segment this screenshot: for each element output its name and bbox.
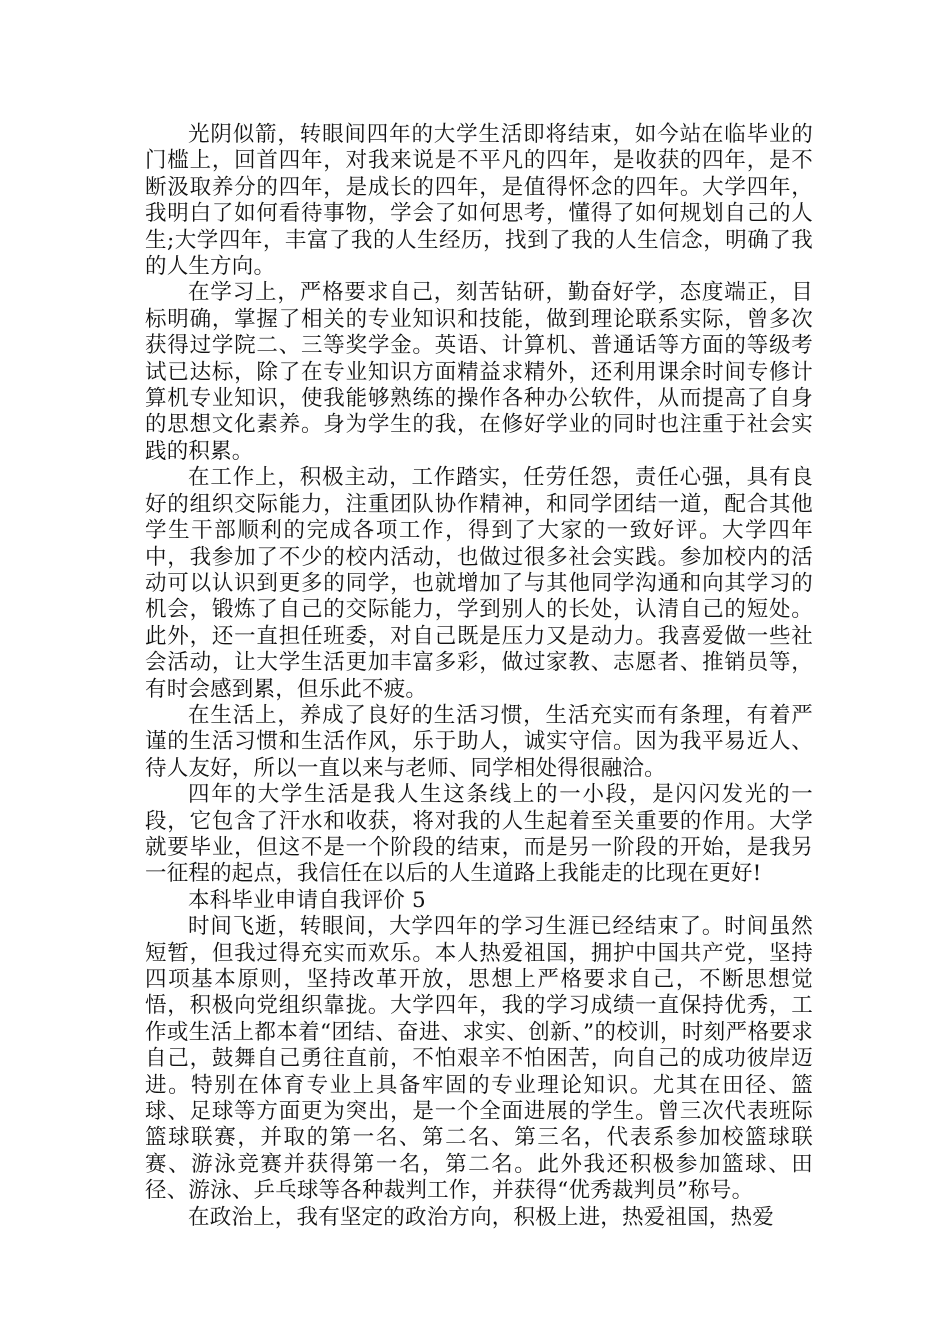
document-body	[145, 122, 813, 1231]
section-title: 本科毕业申请自我评价 5	[188, 887, 426, 913]
paragraph-farewell: 光阴似箭，转眼间四年的大学生活即将结束，如今站在临毕业的门槛上，回首四年，对我来说是不平凡的四年，是收获的四年，是不断汲取养分的四年，是成长的四年，是值得怀念的四年。大学四年，我明白了如何看待事物，学会了如何思考，懂得了如何规划自己的人生;大学四年，丰富了我的人生经历，找到了我的人生信念，明确了我的人生方向。	[145, 122, 813, 280]
paragraph-conclusion: 四年的大学生活是我人生这条线上的一小段，是闪闪发光的一段，它包含了汗水和收获，将对我的人生起着至关重要的作用。大学就要毕业，但这不是一个阶段的结束，而是另一阶段的开始，是我另一征程的起点，我信任在以后的人生道路上我能走的比现在更好!	[145, 782, 813, 887]
paragraph-life: 在生活上，养成了良好的生活习惯，生活充实而有条理，有着严谨的生活习惯和生活作风，乐于助人，诚实守信。因为我平易近人、待人友好，所以一直以来与老师、同学相处得很融洽。	[145, 702, 813, 781]
paragraph-section-intro: 时间飞逝，转眼间，大学四年的学习生涯已经结束了。时间虽然短暂，但我过得充实而欢乐。本人热爱祖国，拥护中国共产党，坚持四项基本原则，坚持改革开放，思想上严格要求自己，不断思想觉悟，积极向党组织靠拢。大学四年，我的学习成绩一直保持优秀，工作或生活上都本着“团结、奋进、求实、创新、”的校训，时刻严格要求自己，鼓舞自己勇往直前，不怕艰辛不怕困苦，向自己的成功彼岸迈进。特别在体育专业上具备牢固的专业理论知识。尤其在田径、篮球、足球等方面更为突出，是一个全面进展的学生。曾三次代表班际篮球联赛，并取的第一名、第二名、第三名，代表系参加校篮球联赛、游泳竞赛并获得第一名，第二名。此外我还积极参加篮球、田径、游泳、乒乓球等各种裁判工作，并获得“优秀裁判员”称号。	[145, 914, 813, 1204]
paragraph-politics: 在政治上，我有坚定的政治方向，积极上进，热爱祖国，热爱	[188, 1204, 774, 1230]
paragraph-work: 在工作上，积极主动，工作踏实，任劳任怨，责任心强，具有良好的组织交际能力，注重团队协作精神，和同学团结一道，配合其他学生干部顺利的完成各项工作，得到了大家的一致好评。大学四年中，我参加了不少的校内活动，也做过很多社会实践。参加校内的活动可以认识到更多的同学，也就增加了与其他同学沟通和向其学习的机会，锻炼了自己的交际能力，学到别人的长处，认清自己的短处。此外，还一直担任班委，对自己既是压力又是动力。我喜爱做一些社会活动，让大学生活更加丰富多彩，做过家教、志愿者、推销员等，有时会感到累，但乐此不疲。	[145, 465, 813, 702]
paragraph-study: 在学习上，严格要求自己，刻苦钻研，勤奋好学，态度端正，目标明确，掌握了相关的专业知识和技能，做到理论联系实际，曾多次获得过学院二、三等奖学金。英语、计算机、普通话等方面的等级考试已达标，除了在专业知识方面精益求精外，还利用课余时间专修计算机专业知识，使我能够熟练的操作各种办公软件，从而提高了自身的思想文化素养。身为学生的我，在修好学业的同时也注重于社会实践的积累。	[145, 280, 813, 464]
